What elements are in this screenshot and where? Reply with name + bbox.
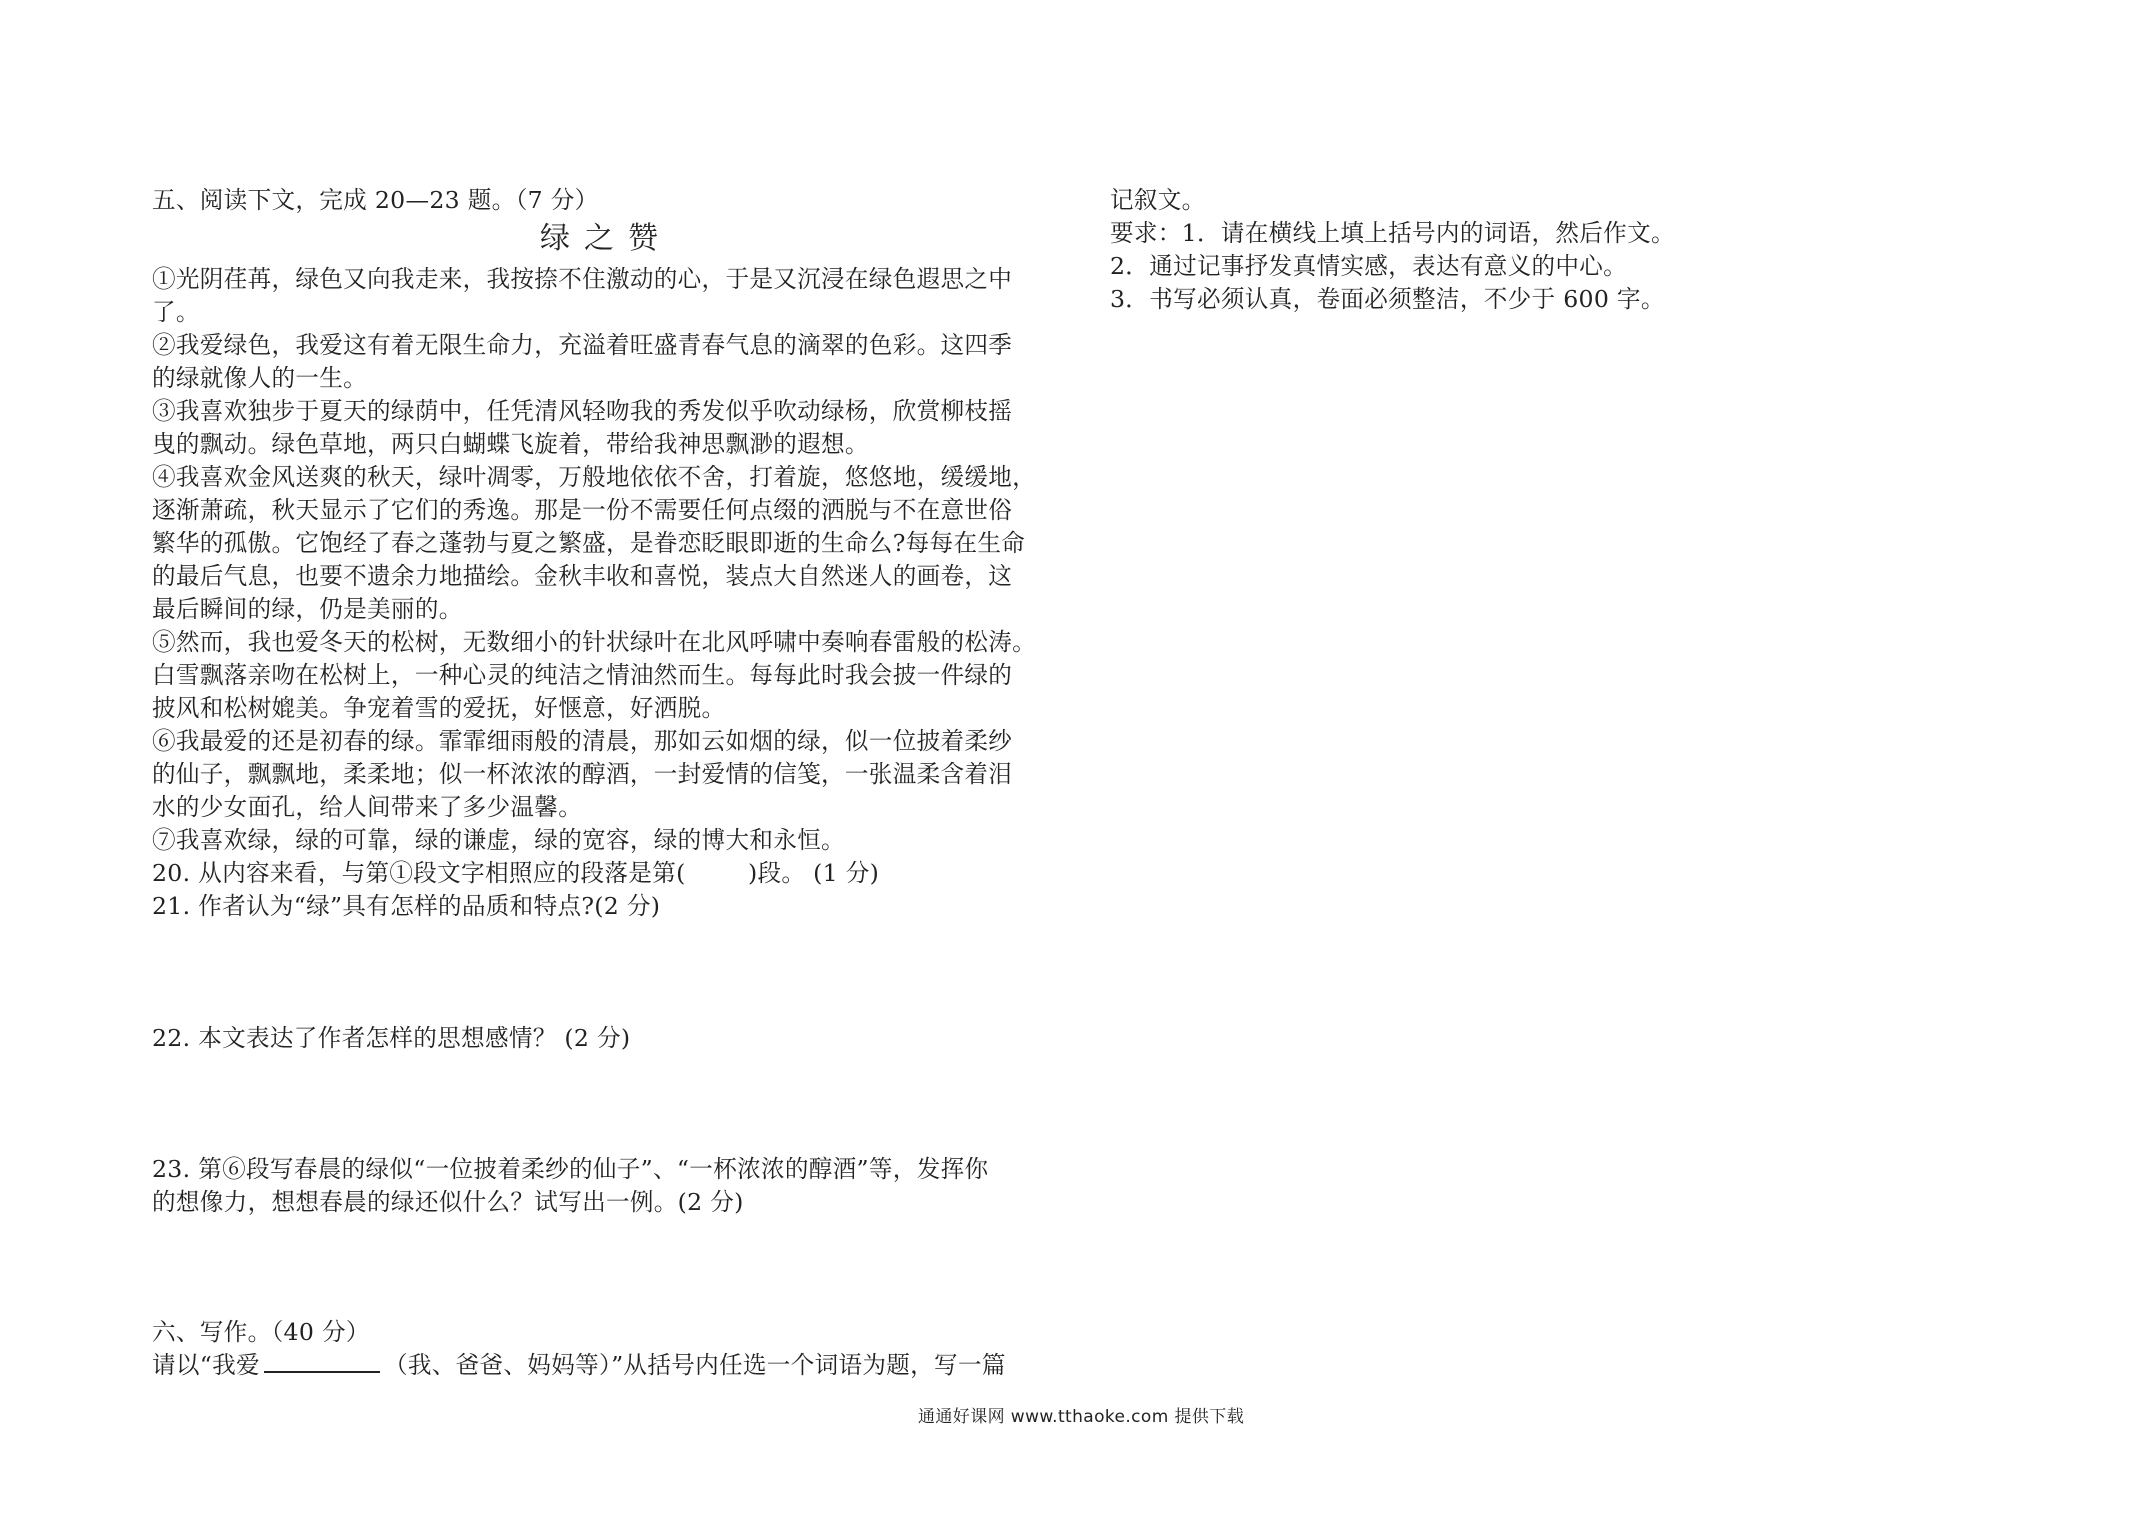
question-23-line2: 的想像力，想想春晨的绿还似什么？试写出一例。(2 分): [152, 1188, 744, 1216]
answer-space-23: [152, 1219, 1062, 1316]
requirement-3: 3．书写必须认真，卷面必须整洁，不少于 600 字。: [1110, 285, 1665, 313]
passage-line: ③我喜欢独步于夏天的绿荫中，任凭清风轻吻我的秀发似乎吹动绿杨，欣赏柳枝摇: [152, 397, 1013, 425]
passage-title: 绿之赞: [540, 221, 672, 256]
passage-line: 白雪飘落亲吻在松树上，一种心灵的纯洁之情油然而生。每每此时我会披一件绿的: [152, 661, 1013, 689]
passage-line: ④我喜欢金风送爽的秋天，绿叶凋零，万般地依依不舍，打着旋，悠悠地，缓缓地，: [152, 463, 1037, 491]
prompt-end: （我、爸爸、妈妈等）”从括号内任选一个词语为题，写一篇: [383, 1351, 1006, 1379]
passage-line: 逐渐萧疏，秋天显示了它们的秀逸。那是一份不需要任何点缀的洒脱与不在意世俗: [152, 496, 1013, 524]
passage-line: 繁华的孤傲。它饱经了春之蓬勃与夏之繁盛，是眷恋眨眼即逝的生命么?每每在生命: [152, 529, 1026, 557]
passage-line: 披风和松树媲美。争宠着雪的爱抚，好惬意，好洒脱。: [152, 694, 726, 722]
passage-line: 水的少女面孔，给人间带来了多少温馨。: [152, 793, 583, 821]
title-blank: [264, 1349, 380, 1373]
footer-watermark: 通通好课网 www.tthaoke.com 提供下载: [918, 1407, 1245, 1427]
passage-line: 的绿就像人的一生。: [152, 364, 368, 392]
passage-line: 曳的飘动。绿色草地，两只白蝴蝶飞旋着，带给我神思飘渺的遐想。: [152, 430, 869, 458]
passage-line: ②我爱绿色，我爱这有着无限生命力，充溢着旺盛青春气息的滴翠的色彩。这四季: [152, 331, 1013, 359]
passage-line: ⑦我喜欢绿，绿的可靠，绿的谦虚，绿的宽容，绿的博大和永恒。: [152, 826, 845, 854]
question-21: 21. 作者认为“绿”具有怎样的品质和特点?(2 分): [152, 892, 661, 920]
question-20: 20. 从内容来看，与第①段文字相照应的段落是第( )段。 (1 分): [152, 859, 880, 887]
answer-space-22: [152, 1055, 1062, 1153]
passage-body: [152, 263, 1062, 857]
right-column: [1110, 184, 1750, 316]
prompt-continuation: 记叙文。: [1110, 186, 1206, 214]
passage-line: 的仙子，飘飘地，柔柔地；似一杯浓浓的醇酒，一封爱情的信笺，一张温柔含着泪: [152, 760, 1013, 788]
requirement-2: 2．通过记事抒发真情实感，表达有意义的中心。: [1110, 252, 1628, 280]
passage-line: ⑤然而，我也爱冬天的松树，无数细小的针状绿叶在北风呼啸中奏响春雷般的松涛。: [152, 628, 1037, 656]
passage-line: 了。: [152, 298, 200, 326]
question-22: 22. 本文表达了作者怎样的思想感情？ (2 分): [152, 1024, 631, 1052]
prompt-start: 请以“我爱: [152, 1351, 260, 1379]
passage-line: ①光阴荏苒，绿色又向我走来，我按捺不住激动的心，于是又沉浸在绿色遐思之中: [152, 265, 1013, 293]
question-23-line1: 23. 第⑥段写春晨的绿似“一位披着柔纱的仙子”、“一杯浓浓的醇酒”等，发挥你: [152, 1155, 989, 1183]
section-5-heading: 五、阅读下文，完成 20—23 题。（7 分）: [152, 186, 599, 214]
writing-prompt: [152, 1349, 1062, 1382]
passage-line: ⑥我最爱的还是初春的绿。霏霏细雨般的清晨，那如云如烟的绿，似一位披着柔纱: [152, 727, 1013, 755]
passage-line: 最后瞬间的绿，仍是美丽的。: [152, 595, 463, 623]
left-column: [152, 184, 1062, 1382]
passage-line: 的最后气息，也要不遗余力地描绘。金秋丰收和喜悦，装点大自然迷人的画卷，这: [152, 562, 1013, 590]
section-6-heading: 六、写作。（40 分）: [152, 1318, 370, 1346]
requirement-1: 要求：1．请在横线上填上括号内的词语，然后作文。: [1110, 219, 1675, 247]
answer-space-21: [152, 923, 1062, 1022]
